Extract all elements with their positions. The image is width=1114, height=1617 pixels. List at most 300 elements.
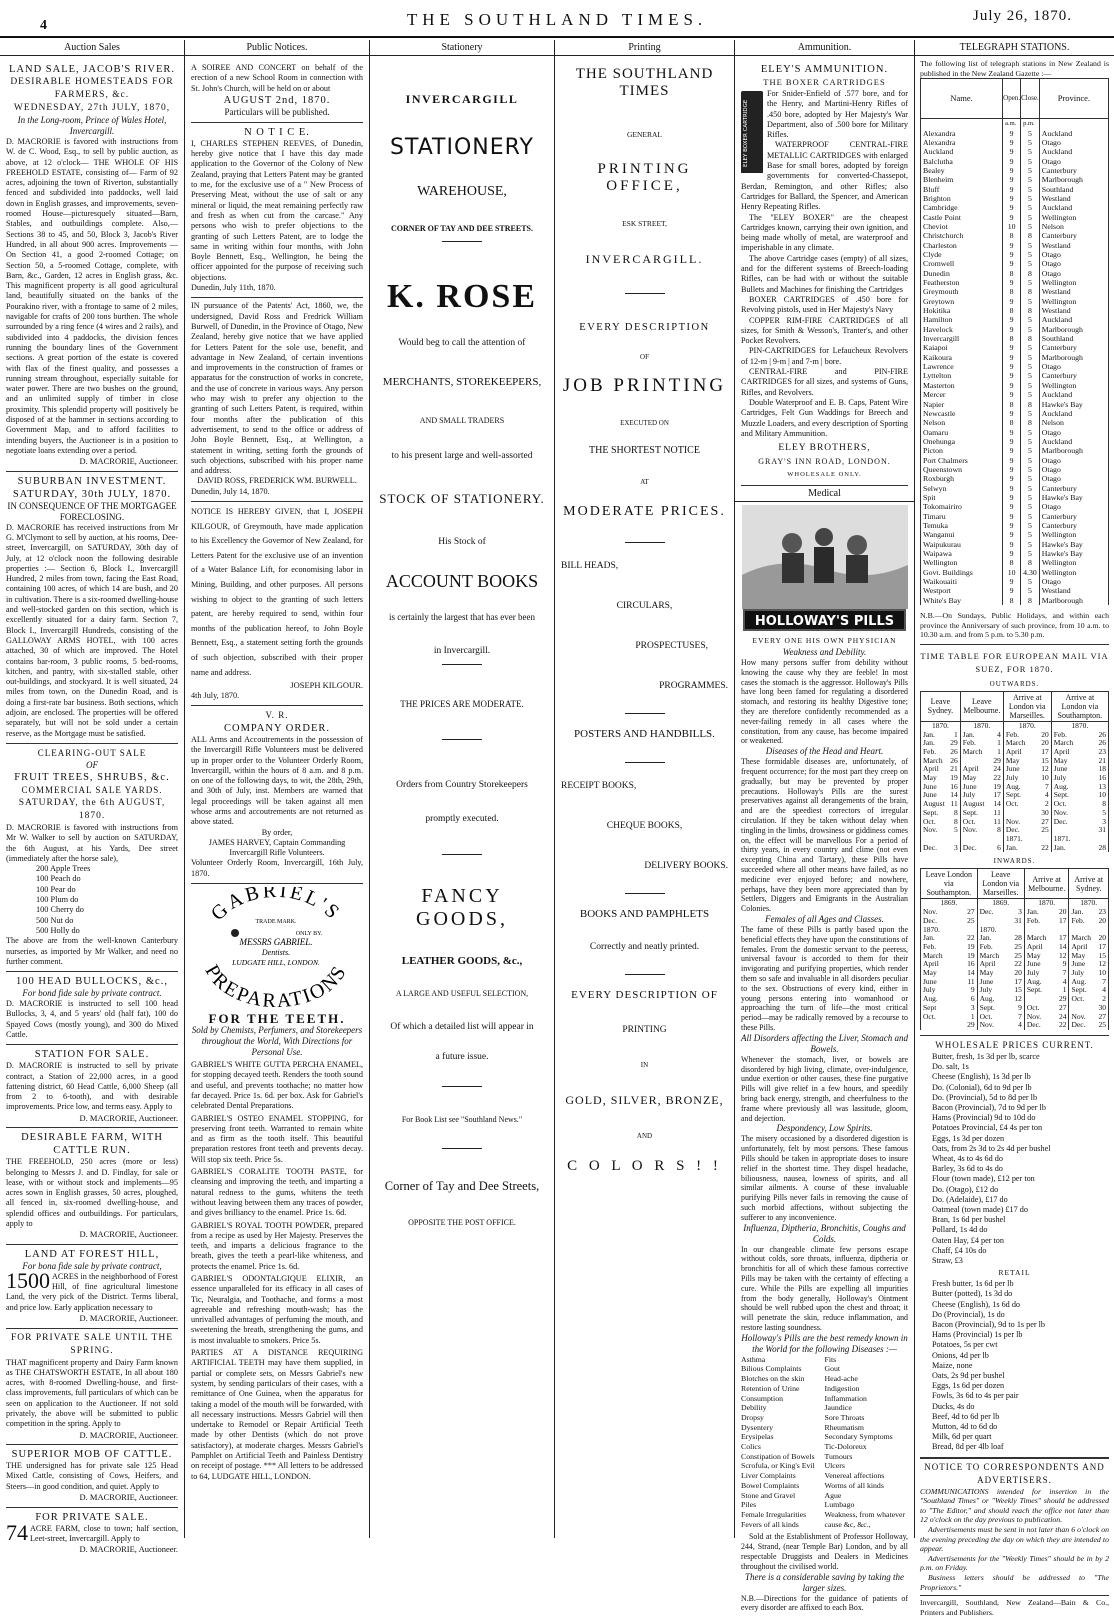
disease-item: Colics	[741, 1442, 761, 1452]
printing-line: BILL HEADS,	[561, 561, 619, 571]
ad-of: OF	[86, 759, 98, 770]
table-cell: Oct.	[977, 1013, 1009, 1022]
section-title: Females of all Ages and Classes.	[765, 914, 884, 925]
price-item: Bran, 1s 6d per bushel	[932, 1215, 1006, 1225]
table-row	[921, 437, 1109, 446]
ad-paragraph: N.B.—Directions for the guidance of patients of every disorder are affixed to each Box.	[741, 1593, 908, 1613]
table-cell: 29	[958, 1021, 977, 1030]
table-cell: 9	[1003, 166, 1021, 175]
table-cell: Nov.	[1024, 1013, 1054, 1022]
table-cell: 31	[1089, 826, 1108, 835]
ad-title: FRUIT TREES, SHRUBS, &c.	[14, 771, 170, 783]
disease-item: Piles	[741, 1500, 757, 1510]
table-cell: 9	[1003, 390, 1021, 399]
table-row	[921, 129, 1109, 138]
price-item: Oaten Hay, £4 per ton	[932, 1235, 1004, 1245]
stationery-line: LEATHER GOODS, &c.,	[401, 955, 523, 967]
table-row	[921, 250, 1109, 259]
table-cell: April	[960, 765, 990, 774]
table-cell: May	[1051, 757, 1089, 766]
printing-line: POSTERS AND HANDBILLS.	[574, 728, 715, 740]
table-cell: Westland	[1039, 194, 1108, 203]
table-cell: Wellington	[1039, 558, 1108, 567]
price-item: Potatoes, 5s per cwt	[932, 1340, 998, 1350]
printing-line: THE SHORTEST NOTICE	[589, 445, 700, 456]
table-cell: 8	[1003, 400, 1021, 409]
price-item: Fresh butter, 1s 6d per lb	[932, 1279, 1014, 1289]
table-cell: 8	[990, 826, 1004, 835]
table-cell: Marlborough	[1039, 596, 1108, 605]
ad-signature: ELEY BROTHERS,	[778, 443, 871, 454]
ad-body: D. MACRORIE is favored with instructions from W. de C. Wood, Esq., to sell by public auction, as above, at 12 o'clock— THE WHOLE OF HIS FREEHOLD ESTATE, consisting of— Farm of 92 acres, adjoining the town of Riverton, substantially fenced and subdivided into paddocks, well laid down in English grasses, and improvements, seven-roomed House—picturesquely situated—Barn, Stables, and outbuildings complete. Also,— Sections 38 to 45, and 50, Block 3, Jacob's River Hundred, in all about 900 acres. Improvements — On Section 41, a good 2-roomed Cottage; on Section 50, a 5-roomed Cottage, complete, with Barn, &c., Garden, 12 acres in English grass, &c. This magnificent property is all good agricultural land, beautifully situated on the banks of the Pourakino river, with a frontage to same of 2 miles, navigable for crafts of 200 tons burthen. The whole surrounded by a ring fence (4 wires and 2 rails), and subdivided into 4 paddocks, the division fences running the boundary lines of the Government sections. A great portion of the estate is covered with flax of the finest quality, and possesses a running stream throughout, especially suitable for water power. There are two bushes on the ground, and an unlimited supply of timber in close proximity. This splendid property will positively be disposed of at the hammer in sections according to Government Map, and to afford facilities to intending buyers, the Auctioneer is in a position to negotiate loans extending over a period.	[6, 137, 178, 455]
table-cell: 8	[1021, 400, 1040, 409]
table-cell	[921, 1021, 959, 1030]
stationery-line: STOCK OF STATIONERY.	[379, 491, 545, 506]
table-cell: Napier	[921, 400, 1003, 409]
notice-date: Dunedin, July 14, 1870.	[191, 486, 270, 496]
table-cell: 9	[1003, 512, 1021, 521]
table-cell: June	[1069, 960, 1095, 969]
list-item: 200 Apple Trees	[36, 864, 91, 874]
table-cell: 23	[1089, 748, 1108, 757]
table-cell: 17	[1054, 917, 1069, 926]
table-cell: Canterbury	[1039, 521, 1108, 530]
table-cell: April	[1051, 748, 1089, 757]
table-row	[921, 241, 1109, 250]
table-cell: 1	[1054, 986, 1069, 995]
stationery-line: A LARGE AND USEFUL SELECTION,	[395, 989, 529, 998]
ad-heading: DESIRABLE FARM, WITH CATTLE RUN.	[21, 1132, 163, 1157]
table-cell: 11	[958, 978, 977, 987]
disease-item: Debility	[741, 1403, 767, 1413]
table-cell: Dec.	[1003, 826, 1035, 835]
table-cell: Otago	[1039, 362, 1108, 371]
table-cell: 4	[1095, 986, 1108, 995]
notice-date: Dunedin, July 11th, 1870.	[191, 283, 276, 293]
table-cell: 5	[1021, 175, 1040, 184]
table-cell: 8	[1021, 596, 1040, 605]
stationery-line: is certainly the largest that has ever been	[388, 612, 536, 622]
table-cell: Dec.	[960, 844, 990, 853]
printing-line: CIRCULARS,	[616, 601, 673, 611]
column-header: Leave London via Southampton.	[921, 869, 978, 899]
correspondents-body: COMMUNICATIONS intended for insertion in the "Southland Times" or "Weekly Times" should be addressed to "The Editor," and should reach the office not later than 12 o'clock on the day previous to publication.	[920, 1486, 1109, 1525]
stationery-line: MERCHANTS, STOREKEEPERS,	[382, 376, 542, 388]
section-title: Diseases of the Head and Heart.	[765, 746, 884, 757]
printing-line: GOLD, SILVER, BRONZE,	[565, 1093, 724, 1107]
table-cell: 27	[1054, 1004, 1069, 1013]
emblem-dentists: Dentists.	[261, 948, 291, 958]
table-row	[921, 269, 1109, 278]
table-cell: 9	[1009, 1004, 1025, 1013]
list-item: 100 Peach do	[36, 874, 81, 884]
table-cell: Cambridge	[921, 203, 1003, 212]
table-cell: 29	[948, 739, 961, 748]
disease-item: Lumbago	[824, 1500, 855, 1510]
table-row	[921, 586, 1109, 595]
table-cell: Oct.	[1024, 1004, 1054, 1013]
table-row	[921, 844, 1109, 853]
table-cell: 9	[1003, 315, 1021, 324]
table-cell: 5	[1021, 138, 1040, 147]
inwards-table	[920, 868, 1109, 1030]
table-cell: Spit	[921, 493, 1003, 502]
table-cell: 2	[1095, 995, 1108, 1004]
disease-item: Dysentery	[741, 1422, 774, 1432]
table-cell: 14	[958, 969, 977, 978]
table-cell: July	[1024, 969, 1054, 978]
table-cell: May	[960, 774, 990, 783]
ad-acreage: 1500	[6, 1267, 50, 1293]
table-cell: June	[1024, 960, 1054, 969]
table-cell: May	[1024, 952, 1054, 961]
table-cell: 9	[1003, 213, 1021, 222]
table-cell: 8	[1003, 334, 1021, 343]
table-cell: 9	[1003, 371, 1021, 380]
table-cell: 5	[1021, 381, 1040, 390]
table-cell: Feb.	[1051, 731, 1089, 740]
table-cell: Hawke's Bay	[1039, 549, 1108, 558]
table-cell: Oct.	[921, 1013, 959, 1022]
table-cell: 22	[958, 934, 977, 943]
table-cell: April	[921, 960, 959, 969]
ad-title: DESIRABLE HOMESTEADS FOR FARMERS, &c.	[10, 77, 174, 100]
ad-paragraph: Sold at the Establishment of Professor Holloway, 244, Strand, (near Temple Bar) London, and by all respectable Druggists and Dealers in Medicines throughout the civilised world.	[741, 1532, 908, 1571]
ad-paragraph: How many persons suffer from debility without knowing the cause why they are feeble! In most cases the stomach is the aggressor. Holloway's Pills have long been famed for regulating a disordered stomach, and restoring its healthy Digestive tone; they are therefore confidently recommended as a never-failing remedy in all cases where the constitution, from any cause, has become impaired or weakened.	[741, 658, 908, 746]
table-cell: Marlborough	[1039, 353, 1108, 362]
price-item: Mutton, 4d to 6d do	[932, 1422, 998, 1432]
table-cell: 1	[990, 748, 1004, 757]
year-cell: 1869.	[921, 899, 978, 908]
table-cell: 3	[1089, 818, 1108, 827]
table-cell: 29	[1054, 995, 1069, 1004]
table-cell: 1	[990, 739, 1004, 748]
table-row	[921, 1021, 1109, 1030]
table-cell: 12	[1009, 995, 1025, 1004]
table-row	[921, 577, 1109, 586]
table-cell: 22	[1035, 844, 1051, 853]
table-cell: Otago	[1039, 428, 1108, 437]
table-cell: 17	[1009, 978, 1025, 987]
table-cell: 8	[1021, 287, 1040, 296]
table-row	[921, 446, 1109, 455]
table-cell: 5	[1021, 259, 1040, 268]
table-cell: Otago	[1039, 259, 1108, 268]
wholesale-prices	[920, 1052, 1109, 1266]
column-stationery	[370, 40, 555, 1538]
list-item: 500 Nut do	[36, 915, 74, 925]
stationery-line: OPPOSITE THE POST OFFICE.	[408, 1218, 516, 1227]
table-cell: March	[921, 757, 948, 766]
table-cell: Brighton	[921, 194, 1003, 203]
table-cell: Alexandra	[921, 138, 1003, 147]
column-telegraph	[915, 40, 1114, 1617]
table-cell: 8	[1021, 334, 1040, 343]
table-cell: 9	[1003, 325, 1021, 334]
table-row	[921, 800, 1109, 809]
table-cell: 9	[1003, 157, 1021, 166]
table-cell: 5	[1021, 343, 1040, 352]
table-cell: Greytown	[921, 297, 1003, 306]
table-cell: Auckland	[1039, 147, 1108, 156]
table-cell: 8	[1021, 306, 1040, 315]
table-cell: 9	[1003, 456, 1021, 465]
table-cell: June	[1003, 765, 1035, 774]
table-cell: Southland	[1039, 185, 1108, 194]
column-header: Ammunition.	[735, 40, 914, 56]
table-cell: June	[960, 783, 990, 792]
table-cell: Aug.	[921, 995, 959, 1004]
ad-signature: D. MACRORIE, Auctioneer.	[79, 1492, 178, 1502]
table-cell: 20	[1035, 739, 1051, 748]
table-row	[921, 138, 1109, 147]
column-ammunition	[735, 40, 915, 1613]
table-cell: Canterbury	[1039, 343, 1108, 352]
table-cell: 9	[1003, 203, 1021, 212]
table-cell: 28	[1089, 844, 1108, 853]
table-cell: May	[1003, 757, 1035, 766]
table-cell: 5	[1021, 213, 1040, 222]
table-cell: 8	[1003, 287, 1021, 296]
table-cell: Port Chalmers	[921, 456, 1003, 465]
table-cell: 5	[1021, 474, 1040, 483]
table-cell: 10	[1035, 774, 1051, 783]
ad-paragraph: The misery occasioned by a disordered digestion is unfortunately, felt by most persons. These famous Pills should be taken in appropriate doses to insure relief in the shortest time. They dispel headache, biliousness, nausea, lowness of spirits, and all similar ailments. A course of these invaluable purifying Pills never fails in removing the cause of such morbid affections, without subjecting the sufferer to any inconvenience.	[741, 1134, 908, 1222]
table-cell: 15	[1035, 757, 1051, 766]
holloway-engraving-icon	[742, 505, 908, 609]
disease-item: Female Irregularities	[741, 1509, 807, 1519]
table-cell: Dec.	[921, 917, 959, 926]
table-row	[921, 231, 1109, 240]
table-cell: Otago	[1039, 474, 1108, 483]
table-cell: Oct.	[1051, 800, 1089, 809]
column-header: Arrive at Melbourne.	[1024, 869, 1069, 899]
ad-bullocks	[6, 972, 178, 1045]
table-cell: 5	[1021, 437, 1040, 446]
notice-signature: DAVID ROSS, FREDERICK WM. BURWELL.	[197, 476, 357, 486]
table-cell: 8	[1003, 231, 1021, 240]
table-cell: March	[921, 952, 959, 961]
disease-item: Erysipelas	[741, 1432, 774, 1442]
table-cell: August	[921, 800, 948, 809]
stationery-line: K. ROSE	[386, 278, 538, 315]
table-cell: 8	[1089, 800, 1108, 809]
printing-line: EXECUTED ON	[620, 419, 669, 427]
table-cell: 9	[1003, 241, 1021, 250]
table-cell: 5	[1021, 540, 1040, 549]
table-cell: Feb.	[921, 943, 959, 952]
ad-fruit-trees	[6, 744, 178, 972]
table-cell: Masterton	[921, 381, 1003, 390]
list-item: 100 Pear do	[36, 884, 76, 894]
col-name: Name.	[921, 79, 1003, 119]
table-row	[921, 549, 1109, 558]
table-cell: 9	[1003, 428, 1021, 437]
table-cell: 7	[1009, 1013, 1025, 1022]
notice-heading: N O T I C E.	[244, 126, 310, 138]
table-cell: Wellington	[1039, 278, 1108, 287]
unit-pm: p.m.	[1021, 119, 1040, 129]
ad-signature: D. MACRORIE, Auctioneer.	[79, 1429, 178, 1440]
ad-heading: LAND SALE, JACOB'S RIVER.	[8, 64, 176, 75]
table-cell: 16	[1089, 774, 1108, 783]
table-cell: 17	[990, 791, 1004, 800]
table-row	[921, 493, 1109, 502]
table-cell: 20	[1035, 731, 1051, 740]
table-cell: Govt. Buildings	[921, 568, 1003, 577]
table-row	[921, 362, 1109, 371]
notice-ross-burwell	[191, 298, 363, 502]
table-cell: 10	[1003, 568, 1021, 577]
table-cell: 14	[990, 800, 1004, 809]
table-cell: Otago	[1039, 456, 1108, 465]
price-item: Wheat, 4s to 4s 6d do	[932, 1153, 1003, 1163]
year-cell: 1869.	[977, 899, 1024, 908]
stationery-line: STATIONERY	[390, 135, 534, 160]
table-cell: June	[1051, 765, 1089, 774]
table-cell: Wellington	[1039, 213, 1108, 222]
table-row	[921, 325, 1109, 334]
price-item: Ducks, 4s do	[932, 1401, 975, 1411]
table-cell: Dec.	[1051, 818, 1089, 827]
table-cell: 5	[1021, 147, 1040, 156]
table-row	[921, 334, 1109, 343]
price-item: Flour (town made), £12 per ton	[932, 1174, 1035, 1184]
table-cell: Otago	[1039, 138, 1108, 147]
table-cell: 8	[1021, 558, 1040, 567]
price-item: Eggs, 1s 6d per dozen	[932, 1381, 1005, 1391]
table-cell: Otago	[1039, 577, 1108, 586]
table-cell: 4.30	[1021, 568, 1040, 577]
table-cell: Westland	[1039, 287, 1108, 296]
table-cell: 9	[1003, 194, 1021, 203]
ad-heading: FOR PRIVATE SALE UNTIL THE SPRING.	[11, 1332, 173, 1356]
table-cell: Featherston	[921, 278, 1003, 287]
year-cell: 1870.	[1051, 721, 1108, 730]
price-item: Do (Provincial), 1s do	[932, 1309, 1005, 1319]
ad-paragraph: WATERPROOF CENTRAL-FIRE METALLIC CARTRIDGES with enlarged Base for small bores, adopted by foreign governments for converted-Chassepot, Berdan, Remington, and other Rifles; also Cartridges for Ballard, the Spencer, and American Henry Repeating Rifles.	[741, 140, 908, 212]
table-cell: May	[921, 774, 948, 783]
newspaper-title: THE SOUTHLAND TIMES.	[406, 10, 708, 29]
disease-item: Asthma	[741, 1354, 766, 1364]
stationery-line: promptly executed.	[425, 814, 499, 824]
ad-paragraph: PIN-CARTRIDGES for Lefaucheux Revolvers of 12-m | 9-m | and 7-m | bore.	[741, 346, 908, 366]
inwards-heading: INWARDS.	[993, 857, 1036, 866]
ad-desirable-farm	[6, 1128, 178, 1245]
table-cell: Invercargill	[921, 334, 1003, 343]
table-cell: 9	[1003, 521, 1021, 530]
table-cell: July	[960, 791, 990, 800]
ad-land-sale	[6, 60, 178, 472]
table-cell: Charleston	[921, 241, 1003, 250]
notice-signature: JOSEPH KILGOUR.	[290, 680, 363, 691]
table-cell: Sept.	[977, 1004, 1009, 1013]
table-cell: 3	[1009, 908, 1025, 917]
table-cell: Hawke's Bay	[1039, 493, 1108, 502]
notice-company-order	[191, 706, 363, 884]
stationery-line: His Stock of	[438, 537, 486, 547]
table-cell: Aug.	[1069, 978, 1095, 987]
retail-prices	[920, 1279, 1109, 1452]
table-cell: Feb.	[1069, 917, 1095, 926]
table-cell: 9	[1003, 493, 1021, 502]
table-cell: Nov.	[921, 826, 948, 835]
disease-item: Liver Complaints	[741, 1471, 796, 1481]
list-item: 500 Holly do	[36, 925, 80, 935]
table-cell: 5	[1021, 157, 1040, 166]
table-cell: Marlborough	[1039, 175, 1108, 184]
price-item: Hams (Provincial) 9d to 10d do	[932, 1113, 1036, 1123]
table-cell: 22	[990, 774, 1004, 783]
ad-paragraph: BOXER CARTRIDGES of .450 bore for Revolving pistols, used in Her Majesty's Navy	[741, 294, 908, 315]
table-cell: 27	[1035, 818, 1051, 827]
table-cell: 9	[1003, 484, 1021, 493]
ad-signature: D. MACRORIE, Auctioneer.	[79, 1112, 178, 1123]
table-cell: Auckland	[921, 147, 1003, 156]
stationery-line: THE PRICES ARE MODERATE.	[400, 699, 524, 709]
table-cell: 9	[1003, 297, 1021, 306]
table-cell: 21	[1089, 757, 1108, 766]
price-item: Hams (Provincial) 1s per lb	[932, 1330, 1023, 1340]
table-cell: Selwyn	[921, 484, 1003, 493]
table-cell: April	[1003, 748, 1035, 757]
ad-subheading: COMMERCIAL SALE YARDS.	[21, 784, 163, 795]
table-cell: 8	[1021, 231, 1040, 240]
table-cell: Hamilton	[921, 315, 1003, 324]
table-cell: Nov.	[977, 1021, 1009, 1030]
table-cell: 9	[1054, 960, 1069, 969]
table-cell: 5	[1021, 428, 1040, 437]
column-header: Printing	[555, 40, 734, 56]
stationery-line: Would beg to call the attention of	[398, 338, 526, 348]
ad-heading: FOR THE TEETH.	[208, 1011, 346, 1027]
ad-heading: FOR PRIVATE SALE.	[35, 1511, 149, 1523]
table-cell: 5	[1021, 577, 1040, 586]
table-cell: Timaru	[921, 512, 1003, 521]
table-cell: 8	[1003, 418, 1021, 427]
mail-heading: TIME TABLE FOR EUROPEAN MAIL VIA SUEZ, FOR 1870.	[920, 650, 1109, 674]
table-cell: June	[921, 978, 959, 987]
table-cell: Bealey	[921, 166, 1003, 175]
table-cell: Mercer	[921, 390, 1003, 399]
table-cell: 5	[948, 826, 961, 835]
table-cell: 9	[1003, 381, 1021, 390]
table-cell: Waipukurau	[921, 540, 1003, 549]
ad-address: GRAY'S INN ROAD, LONDON.	[758, 457, 891, 467]
emblem-address: LUDGATE HILL, LONDON.	[232, 958, 320, 968]
price-item: Onions, 4d per lb	[932, 1350, 989, 1360]
table-cell: 9	[1003, 259, 1021, 268]
table-cell: 5	[1021, 129, 1040, 138]
year-cell: 1870.	[1024, 899, 1069, 908]
printing-line: MODERATE PRICES.	[563, 504, 726, 519]
table-cell: 19	[990, 783, 1004, 792]
printing-line: CHEQUE BOOKS,	[606, 821, 683, 831]
gabriels-emblem-icon	[191, 887, 361, 1007]
table-cell: Kaikoura	[921, 353, 1003, 362]
table-cell: 17	[1054, 934, 1069, 943]
table-cell: Auckland	[1039, 315, 1108, 324]
table-cell: Feb.	[1024, 917, 1054, 926]
ad-title: THE BOXER CARTRIDGES	[763, 77, 886, 87]
table-cell: Dec.	[1069, 1021, 1095, 1030]
ad-suburban-investment	[6, 472, 178, 744]
ad-heading: STATION FOR SALE.	[34, 1049, 150, 1061]
price-item: Bread, 8d per 4lb loaf	[932, 1442, 1004, 1452]
list-item: 100 Cherry do	[36, 905, 84, 915]
col-province: Province.	[1039, 79, 1108, 119]
table-cell: 3	[948, 844, 961, 853]
